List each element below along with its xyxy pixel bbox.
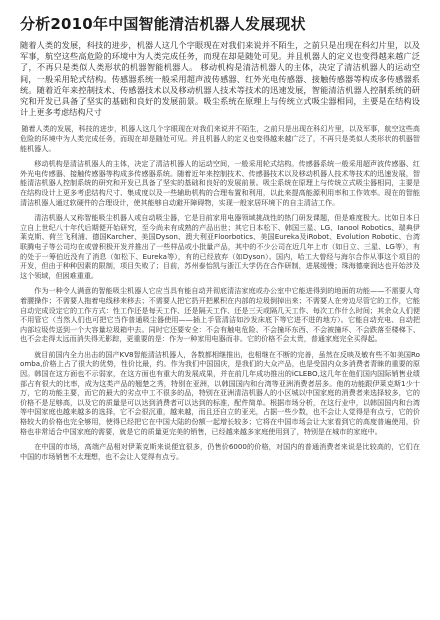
- body-paragraph-4: 作为一种令人满意的智能吸尘机器人它应当具有能自动并彻底清洁家庭或办公室中它能进得到的地面的功能——不需要人弯着腰操作；不需要人拖着电线移来移去；不需要人把它扔开把累积在内部的垃圾倒掉出来；不需要人在旁边尽管它的工作，它能自动完成设定它的工作方式：性工作还是每天工作、还是隔天工作、还是三天或隔几天工作、每次工作什么时间；其余众人们便不用管它（当然人们也可把它当作普通吸尘器使用——插上手管清洁如沙发床底下等它进不进的地方）。它能自动充电、自动把内部垃圾传送到一个大容量垃圾箱中去。同时它还要安全：不会有触电危险、不会撞坏东西、不会被撞坏、不会跌落至楼梯下、也不会走得太远而消失得无影踪，更重要的是：作为一种家用电器而非。它的价格不会太贵，普通家庭完全买得起。: [20, 286, 420, 344]
- body-paragraph-5: 就目前国内全力出击的国产KV8智能清洁机器人，各数都相继推出，也相继在不断的完善，虽然在反映及敏有些不如美国Roomba,价格上占了很大的优势，性价比最，约。作为我们中国国庆，是我们的大众产品，也是受国内众多消费者青睐的重要的原因。韩国在这方面也不示弱家，在这方面也有重大的发展成果，并在前几年成功推出的iCLEBO,这几年在他们国内国际销售业绩部占有很大的比率，成为这类产品的翘楚之秀，特别在亚洲，以韩国国内和台湾等亚洲消费者居多。他的功能跟伊莱克斯1少十万，它的功能主要，而它的最大的劣点中工不很多的品，特别在亚洲清洁机器人的小区城以中国家庭的消费者来选择较多，它的价格不是足够高，以及它的质量是可以达到消费者可以达到的标准，配件简单。根据市场分析，在这行业中，以韩国国内和台湾等中国家庭也越来越多的选择，它不会很沉重，越来越，而且还自立的亚光，占据一些少数，也不会让人觉得是有点亏，它的价格较大的价格也完全够用，使得已经把它在中国大陆的份额一起增长较多；它将在中国市场会让大家看到它的高度普遍使用，价格也非常适合中国家庭的需要，就是它的质量更完美的销售，已经越来越多家庭使用到了，特别是在城市的家庭中。: [20, 349, 420, 436]
- body-paragraph-2: 移动机构是清洁机器人的主体，决定了清洁机器人的运动空间，一般采用轮式结构。传感器系统一般采用超声波传感器、红外光电传感器、接触传感器等构成多传感器系统。随着近年来控制技术、传感器技术以及移动机器人技术等技术的迅速发展，智能清洁机器人控制系统的研究和开发已具备了坚实的基础和良好的发展前景。吸尘系统在原理上与传统立式吸尘器相同，主要是在结构设计上更多考虑结构尺寸、集成度以及一些辅助机构的合理布置和利用，以此来提高能源利用率和工作效率。现在的智能清洁机器人通过软硬件的合理设计，使其能够自动避开障碍物，实现一般家居环境下的自主清洁工作。: [20, 159, 420, 207]
- body-paragraph-1: 随着人类的发展，科技的进步，机器人这几个字眼现在对我们来说并不陌生，之前只是出现在科幻片里，以及军事，航空这些高危险的环境中为人类完成任务，而现在却是随处可见。并且机器人的定义也变得越来越广泛了，不再只是类似人类形状的机器智能机器人。: [20, 124, 420, 153]
- body-paragraph-3: 清洁机器人又称智能吸尘机器人或自动吸尘器，它是目前家用电器领域挑战性的热门研发课题，但是难度极大。比如日本日立自上世纪八十年代后期便开始研究，至今尚未有成熟的产品出世；其它日本松下、韩国三星、LG、Ianool Robotics、瑞典伊莱克斯、荷兰飞利浦、德国Karcher、美国Dyson、澳大利亚Floorbotics、美国Eureka及iRobot、Evolution Robotic、台湾联腾电子等公司均在或曾积极开发并推出了一些样品或小批量产品，其中的不少公司在近几年上市（如日立、三星、LG等），有的处于一筹伯近没有了消息（如松下、Eureka等），有的已经放弃（如Dyson）。国内，哈工大曾经与海尔合作从事这个项目的开发，但由于种种因素的限制，项目失败了；目前，苏州泰怡凯与浙江大学仍在合作研制，进展缓慢；珠海德豪润达也开始涉及这个领域，但困难重重。: [20, 213, 420, 280]
- document-title: 分析2010年中国智能清洁机器人发展现状: [20, 15, 306, 33]
- intro-paragraph: 随着人类的发展，科技的进步，机器人这几个字眼现在对我们来说并不陌生，之前只是出现在科幻片里，以及军事，航空这些高危险的环境中为人类完成任务，而现在却是随处可见。并且机器人的定义也变得越来越广泛了，不再只是类似人类形状的机器智能机器人。 移动机构是清洁机器人的主体，决定了清洁机器人的运动空间，一般采用轮式结构。传感器系统一般采用超声波传感器、红外光电传感器、接触传感器等构成多传感器系统。随着近年来控制技术、传感器技术以及移动机器人技术等技术的迅速发展，智能清洁机器人控制系统的研究和开发已具备了坚实的基础和良好的发展前景。吸尘系统在原理上与传统立式吸尘器相同，主要是在结构设计上更多考虑结构尺寸: [20, 40, 420, 118]
- body-paragraph-6: 在中国的市场，高端产品相对伊莱克斯来说便宜很多，仍售价6000的价格，对国内的普通消费者来说是比较高的，它们在中国的市场销售不太理想，也不会让人觉得有点亏。: [20, 442, 420, 461]
